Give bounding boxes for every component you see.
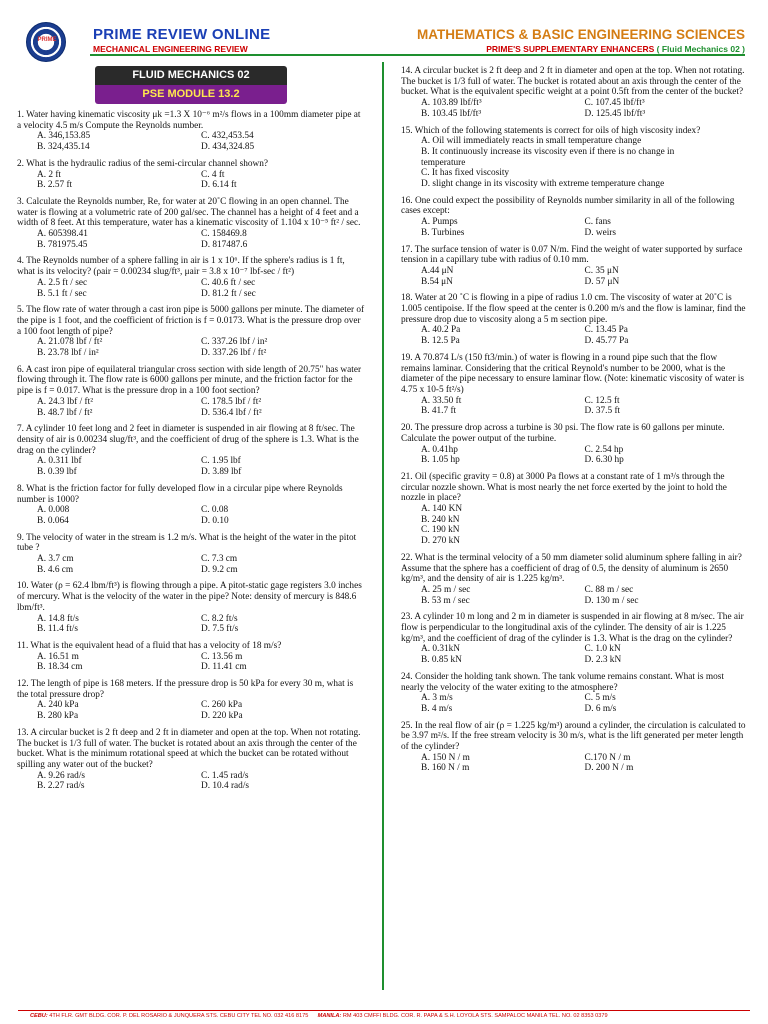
answer-options — [401, 445, 748, 466]
question-text: 15. Which of the following statements is correct for oils of high viscosity index? — [401, 125, 701, 136]
answer-option: C. 0.08 — [201, 505, 229, 516]
answer-option: D. 9.2 cm — [201, 564, 238, 575]
brand-subtitle: MECHANICAL ENGINEERING REVIEW — [93, 44, 248, 54]
footer-addresses — [30, 1013, 608, 1019]
answer-option: C. 8.2 ft/s — [201, 613, 238, 624]
answer-option: C. 1.45 rad/s — [201, 770, 249, 781]
answer-option: A. 140 KN — [421, 504, 463, 515]
answer-option: B. Turbines — [421, 227, 465, 238]
answer-option: C. 158469.8 — [201, 229, 247, 240]
answer-option: B. 5.1 ft / sec — [37, 288, 87, 299]
answer-option: B. 11.4 ft/s — [37, 624, 78, 635]
answer-option: D. 45.77 Pa — [584, 336, 629, 347]
answer-option: A. 9.26 rad/s — [37, 770, 86, 781]
question-item — [17, 581, 365, 635]
answer-option: D. 337.26 lbf / ft² — [201, 348, 267, 359]
answer-option: B.54 μN — [421, 276, 453, 287]
answer-option: D. 7.5 ft/s — [201, 624, 239, 635]
answer-option: B. 48.7 lbf / ft² — [37, 407, 93, 418]
right-column — [401, 66, 748, 780]
question-text: 23. A cylinder 10 m long and 2 m in diameter is suspended in air flowing at 8 m/sec. The air flow is perpendicular to the longitudinal axis of the cylinder. The density of air is 1.225 kg/m³, and the coefficient of drag of the cylinder is 1.3. What is the drag on the cylinder? — [401, 612, 744, 644]
page-header — [0, 0, 768, 62]
column-divider — [382, 62, 384, 990]
answer-option: D. 10.4 rad/s — [201, 781, 250, 792]
question-item — [17, 728, 365, 792]
answer-options — [401, 585, 748, 606]
question-item — [17, 159, 365, 191]
answer-options — [17, 652, 365, 673]
answer-option: D. 6.14 ft — [201, 180, 237, 191]
footer-manila-address: RM 403 CMFFI BLDG. COR. R. PAPA & S.H. LOYOLA STS. SAMPALOC MANILA TEL. NO. 02 8353 0379 — [342, 1013, 608, 1019]
answer-option: A. 103.89 lbf/ft³ — [421, 98, 482, 109]
subject-title: MATHEMATICS & BASIC ENGINEERING SCIENCES — [416, 27, 745, 42]
question-item — [17, 424, 365, 478]
answer-option: D. 270 kN — [421, 536, 460, 547]
question-item — [401, 612, 748, 666]
footer-rule — [18, 1010, 750, 1011]
question-item — [401, 553, 748, 607]
question-item — [17, 305, 365, 359]
answer-option: D. 2.3 kN — [584, 655, 622, 666]
answer-option: C. 40.6 ft / sec — [201, 277, 256, 288]
answer-option: D. 125.45 lbf/ft³ — [584, 108, 646, 119]
module-badge — [95, 66, 287, 104]
answer-options — [17, 131, 365, 152]
module-line — [486, 44, 745, 54]
answer-option: B. 2.27 rad/s — [37, 781, 85, 792]
question-text: 3. Calculate the Reynolds number, Re, for water at 20˚C flowing in an open channel. The water is flowing at a volumetric rate of 200 gal/sec. The channel has a height of 4 feet and a width of 8 feet. At this temperature, water has a kinematic viscosity of 1.104 x 10⁻⁵ ft² / sec. — [17, 196, 361, 229]
answer-option: A. 2 ft — [37, 169, 62, 180]
badge-module: PSE MODULE 13.2 — [95, 85, 287, 104]
question-text: 7. A cylinder 10 feet long and 2 feet in diameter is suspended in air flowing at 8 ft/sec. The density of air is 0.00234 slug/ft³, and the coefficient of drug of the sphere is 1.3. What is the drag on the cylinder? — [17, 424, 359, 456]
answer-option: D. 817487.6 — [201, 239, 248, 250]
answer-options — [401, 753, 748, 774]
question-text: 4. The Reynolds number of a sphere falling in air is 1 x 10⁶. If the sphere's radius is 1 ft, what is its velocity? (ρair = 0.00234 slug/ft³, μair = 3.8 x 10⁻⁷ lbf-sec / ft²) — [17, 256, 345, 278]
answer-option: A. 0.311 lbf — [37, 456, 82, 467]
question-text: 1. Water having kinematic viscosity μk =1.3 X 10⁻⁶ m²/s flows in a 100mm diameter pipe at a velocity 4.5 m/s Compute the Reynolds number. — [17, 110, 361, 131]
answer-options — [17, 278, 365, 299]
question-item — [401, 353, 748, 417]
answer-option: B. 0.39 lbf — [37, 467, 77, 478]
badge-topic: FLUID MECHANICS 02 — [95, 66, 287, 85]
answer-option: C. fans — [584, 217, 611, 228]
question-text: 16. One could expect the possibility of Reynolds number similarity in all of the following cases except: — [401, 195, 735, 217]
footer-manila-label: MANILA: — [317, 1013, 342, 1019]
answer-option: B. It continuously increase its viscosity even if there is no change in — [421, 146, 675, 157]
answer-option: D. 57 μN — [584, 276, 620, 287]
answer-option: A. 150 N / m — [421, 752, 470, 763]
question-item — [401, 472, 748, 547]
answer-option: B. 240 kN — [421, 514, 460, 525]
answer-option: B. 4.6 cm — [37, 564, 74, 575]
answer-option: D. weirs — [584, 227, 616, 238]
answer-option: A. 0.41hp — [421, 444, 458, 455]
answer-option: D. slight change in its viscosity with extreme temperature change — [421, 179, 665, 190]
answer-option: D. 0.10 — [201, 515, 229, 526]
question-text: 25. In the real flow of air (ρ = 1.225 kg/m³) around a cylinder, the circulation is calculated to be 3.97 m²/s. If the free stream velocity is 30 m/s, what is the lift generated per meter length of the cylinder? — [401, 720, 746, 753]
answer-option: D. 220 kPa — [201, 711, 243, 722]
question-text: 24. Consider the holding tank shown. The tank volume remains constant. What is most nearly the velocity of the water exiting to the atmosphere? — [401, 671, 724, 693]
question-item — [401, 293, 748, 347]
answer-option: D. 6 m/s — [584, 703, 617, 714]
school-logo — [26, 22, 66, 62]
module-line-topic: ( Fluid Mechanics 02 ) — [656, 44, 745, 54]
answer-options — [17, 170, 365, 191]
question-text: 13. A circular bucket is 2 ft deep and 2 ft in diameter and open at the top. When not rotating. The bucket is 1/3 full of water. The bucket is rotated about an axis through the center of the bucket. What is the minimum rotational speed at which the bucket can be rotated without spilling any water out of the bucket? — [17, 727, 361, 770]
answer-options — [17, 397, 365, 418]
answer-option: B. 23.78 lbf / in² — [37, 348, 99, 359]
answer-option: B. 280 kPa — [37, 711, 79, 722]
answer-option: A. 0.008 — [37, 505, 70, 516]
answer-option: D. 434,324.85 — [201, 142, 255, 153]
answer-option: C. 1.95 lbf — [201, 456, 241, 467]
question-item — [17, 679, 365, 722]
answer-option: C. 432,453.54 — [201, 131, 254, 142]
answer-option: B. 324,435.14 — [37, 142, 90, 153]
question-item — [401, 196, 748, 239]
answer-option: D. 11.41 cm — [201, 662, 247, 673]
answer-option: A. 3 m/s — [421, 693, 453, 704]
answer-options — [17, 456, 365, 477]
answer-option: C. 7.3 cm — [201, 554, 238, 565]
answer-option: B. 103.45 lbf/ft³ — [421, 108, 482, 119]
answer-option: C. 5 m/s — [584, 693, 616, 704]
question-text: 19. A 70.874 L/s (150 ft3/min.) of water is flowing in a round pipe such that the flow remains laminar. Considering that the critical Reynold's number to be 2000, what is the diameter of the pipe necessary to ensure laminar flow. (Note: kinematic viscosity of water is 4.75 x 10-5 ft²/s) — [401, 352, 745, 395]
answer-options — [401, 325, 748, 346]
footer-cebu-address: 4TH FLR. GMT BLDG. COR. P. DEL ROSARIO & JUNQUERA STS. CEBU CITY TEL NO. 032 416 8175 — [49, 1013, 309, 1019]
answer-option: C. 13.56 m — [201, 651, 243, 662]
question-text: 21. Oil (specific gravity = 0.8) at 3000 Pa flows at a constant rate of 1 m³/s through the circular nozzle shown. What is most nearly the net force exerted by the joint to hold the nozzle in place? — [401, 471, 727, 504]
answer-options — [401, 693, 748, 714]
logo-label: PRIME — [37, 37, 57, 43]
answer-option: A. 16.51 m — [37, 651, 79, 662]
answer-option: A. 605398.41 — [37, 229, 88, 240]
question-text: 2. What is the hydraulic radius of the semi-circular channel shown? — [17, 158, 269, 169]
answer-option: B. 2.57 ft — [37, 180, 73, 191]
answer-option: B. 0.064 — [37, 515, 69, 526]
answer-option: D. 37.5 ft — [584, 406, 621, 417]
answer-option: C. 4 ft — [201, 169, 225, 180]
question-item — [17, 256, 365, 299]
answer-option: D. 81.2 ft / sec — [201, 288, 256, 299]
header-rule — [90, 54, 745, 56]
brand-title: PRIME REVIEW ONLINE — [93, 26, 271, 43]
answer-option: A. 21.078 lbf / ft² — [37, 337, 103, 348]
answer-option: C.170 N / m — [584, 752, 631, 763]
question-text: 17. The surface tension of water is 0.07 N/m. Find the weight of water supported by surface tension in a capillary tube with radius of 0.10 mm. — [401, 244, 743, 266]
answer-option: B. 4 m/s — [421, 703, 453, 714]
answer-options — [17, 505, 365, 526]
question-text: 12. The length of pipe is 168 meters. If the pressure drop is 50 kPa for every 30 m, what is the total pressure drop? — [17, 679, 354, 700]
answer-option: C. 2.54 hp — [584, 444, 624, 455]
question-text: 9. The velocity of water in the stream is 1.2 m/s. What is the height of the water in the pitot tube ? — [17, 532, 357, 554]
answer-option: D. 130 m / sec — [584, 595, 639, 606]
answer-option: B. 1.05 hp — [421, 455, 460, 466]
question-item — [17, 197, 365, 251]
answer-option: B. 18.34 cm — [37, 662, 83, 673]
question-item — [401, 66, 748, 120]
answer-option: C. 190 kN — [421, 525, 460, 536]
answer-option: A. 40.2 Pa — [421, 325, 461, 336]
question-text: 11. What is the equivalent head of a fluid that has a velocity of 18 m/s? — [17, 640, 282, 651]
module-line-main: PRIME'S SUPPLEMENTARY ENHANCERS — [486, 44, 655, 54]
answer-option: D. 3.89 lbf — [201, 467, 242, 478]
question-item — [401, 721, 748, 775]
question-item — [401, 245, 748, 288]
answer-option: D. 200 N / m — [584, 763, 634, 774]
question-item — [17, 365, 365, 419]
answer-option: A.44 μN — [421, 265, 454, 276]
answer-options — [17, 614, 365, 635]
answer-option: C. 337.26 lbf / in² — [201, 337, 268, 348]
question-item — [17, 641, 365, 673]
question-item — [17, 484, 365, 527]
answer-option: A. 33.50 ft — [421, 395, 462, 406]
left-column — [17, 110, 365, 798]
answer-option: B. 781975.45 — [37, 239, 88, 250]
question-text: 20. The pressure drop across a turbine is 30 psi. The flow rate is 60 gallons per minute. Calculate the power output of the turbine. — [401, 423, 725, 444]
answer-option: D. 536.4 lbf / ft² — [201, 407, 262, 418]
answer-option: A. 2.5 ft / sec — [37, 277, 88, 288]
answer-options — [17, 700, 365, 721]
question-item — [401, 423, 748, 466]
answer-option: C. 260 kPa — [201, 700, 243, 711]
answer-options — [401, 266, 748, 287]
answer-option: C. 1.0 kN — [584, 644, 621, 655]
answer-option: B. 160 N / m — [421, 763, 470, 774]
answer-options — [17, 337, 365, 358]
answer-option: A. 240 kPa — [37, 700, 79, 711]
answer-option: C. 12.5 ft — [584, 395, 620, 406]
question-text: 22. What is the terminal velocity of a 50 mm diameter solid aluminum sphere falling in air? Assume that the sphere has a coefficient of drag of 0.5, the density of aluminum is 2650 kg/m³, and the density of air is 1.225 kg/m³. — [401, 552, 742, 585]
answer-option: A. 25 m / sec — [421, 584, 471, 595]
answer-option: C. 88 m / sec — [584, 584, 634, 595]
answer-option: B. 53 m / sec — [421, 595, 470, 606]
answer-option: C. It has fixed viscosity — [421, 168, 510, 179]
answer-options — [401, 644, 748, 665]
question-item — [401, 672, 748, 715]
answer-options — [17, 771, 365, 792]
question-text: 6. A cast iron pipe of equilateral triangular cross section with side length of 20.75" has water flowing through it. The flow rate is 6000 gallons per minute, and the friction factor for the pipe is f = 0.017. What is the pressure drop in a 100 foot section? — [17, 364, 362, 397]
answer-option: A. 3.7 cm — [37, 554, 74, 565]
page-footer — [0, 1010, 768, 1024]
answer-options — [401, 396, 748, 417]
question-text: 14. A circular bucket is 2 ft deep and 2 ft in diameter and open at the top. When not rotating. The bucket is 1/3 full of water. The bucket is rotated about an axis through the center of the bucket. What is the equivalent specific weight at a point 0.5ft from the center of the bucket? — [401, 66, 745, 98]
question-item — [17, 110, 365, 153]
answer-option: A. Oil will immediately reacts in small temperature change — [421, 136, 642, 147]
answer-options — [401, 98, 748, 119]
answer-option: D. 6.30 hp — [584, 455, 624, 466]
answer-option: temperature — [421, 157, 466, 168]
answer-options — [17, 229, 365, 250]
answer-option: A. 346,153.85 — [37, 131, 91, 142]
answer-option: A. 0.31kN — [421, 644, 460, 655]
answer-option: A. 24.3 lbf / ft² — [37, 396, 93, 407]
answer-options — [401, 217, 748, 238]
answer-option: B. 0.85 kN — [421, 655, 462, 666]
question-text: 18. Water at 20 ˚C is flowing in a pipe of radius 1.0 cm. The viscosity of water at 20˚C is 1.005 centipoise. If the flow speed at the center is 0.200 m/s and the flow is laminar, find the pressure drop due to viscosity along a 5 m section pipe. — [401, 293, 746, 325]
answer-option: B. 12.5 Pa — [421, 336, 460, 347]
question-item — [401, 126, 748, 190]
question-text: 8. What is the friction factor for fully developed flow in a circular pipe where Reynolds number is 1000? — [17, 483, 343, 505]
answer-option: B. 41.7 ft — [421, 406, 457, 417]
answer-option: A. Pumps — [421, 217, 458, 228]
answer-option: C. 13.45 Pa — [584, 325, 628, 336]
answer-options — [17, 554, 365, 575]
answer-option: C. 35 μN — [584, 265, 619, 276]
question-item — [17, 533, 365, 576]
question-text: 5. The flow rate of water through a cast iron pipe is 5000 gallons per minute. The diameter of the pipe is 1 foot, and the coefficient of friction is f = 0.0173. What is the pressure drop over a 100 foot length of pipe? — [17, 305, 365, 337]
answer-options — [401, 504, 748, 547]
answer-option: C. 178.5 lbf / ft² — [201, 396, 262, 407]
answer-option: C. 107.45 lbf/ft³ — [584, 98, 645, 109]
question-text: 10. Water (ρ = 62.4 lbm/ft³) is flowing through a pipe. A pitot-static gage registers 3.0 inches of mercury. What is the velocity of the water in the pipe? Note: density of mercury is 848.6 lbm/ft³. — [17, 581, 362, 613]
footer-cebu-label: CEBU: — [30, 1013, 48, 1019]
answer-options — [401, 136, 748, 190]
answer-option: A. 14.8 ft/s — [37, 613, 79, 624]
